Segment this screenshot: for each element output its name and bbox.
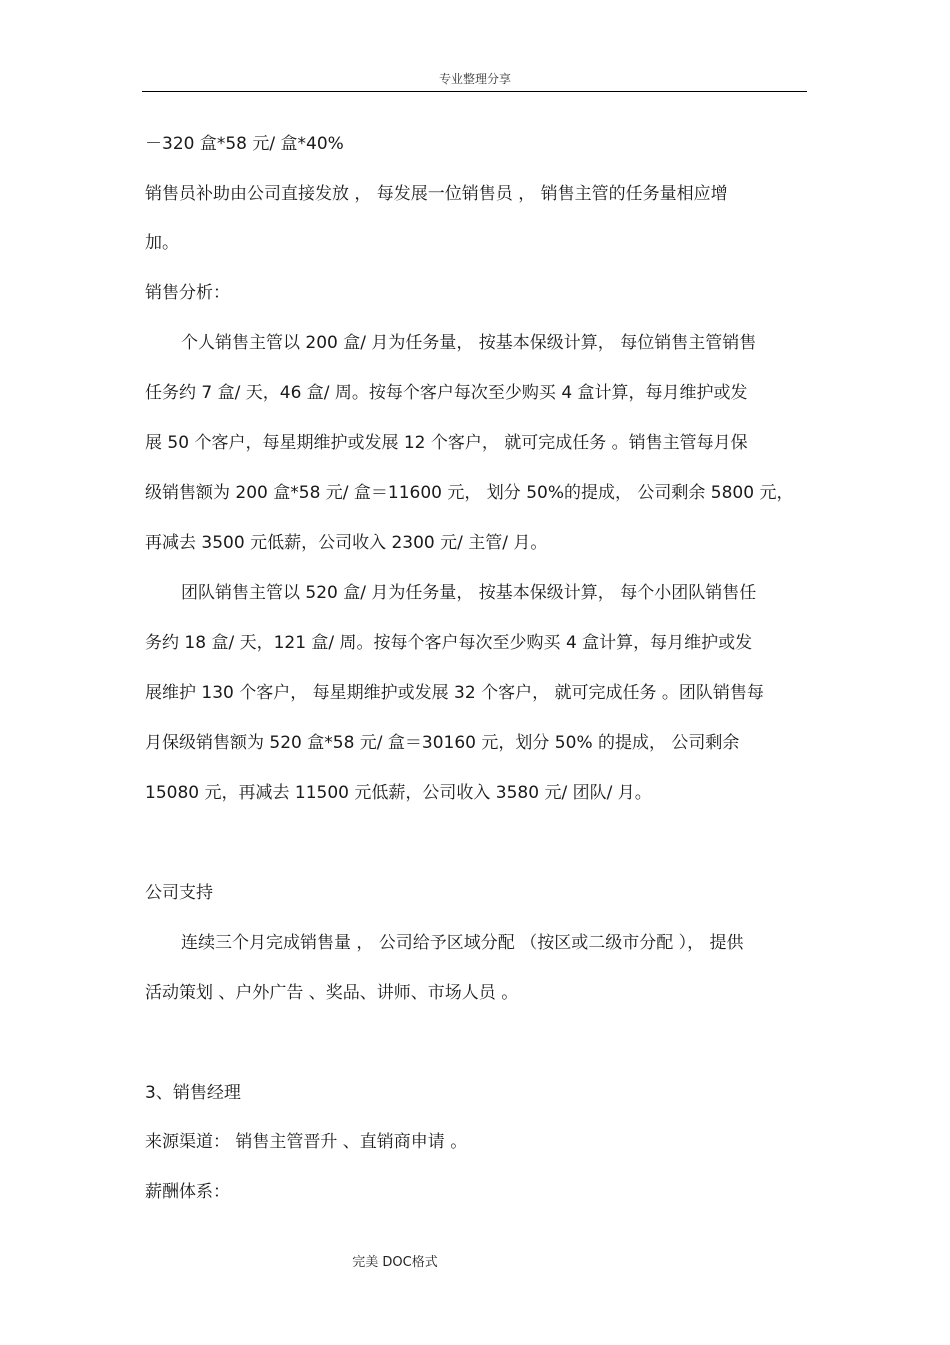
paragraph-line: 月保级销售额为 520 盒*58 元/ 盒＝30160 元，划分 50% 的提成， 公司剩余: [145, 733, 740, 753]
section-heading-sales-manager: 3、销售经理: [145, 1083, 241, 1103]
paragraph-line: 任务约 7 盒/ 天，46 盒/ 周。按每个客户每次至少购买 4 盒计算，每月维护或发: [145, 383, 748, 403]
paragraph-line: 展 50 个客户，每星期维护或发展 12 个客户， 就可完成任务 。销售主管每月保: [145, 433, 748, 453]
paragraph-line: 再减去 3500 元低薪，公司收入 2300 元/ 主管/ 月。: [145, 533, 548, 553]
paragraph-line: 销售员补助由公司直接发放 ， 每发展一位销售员 ， 销售主管的任务量相应增: [145, 184, 728, 204]
page-header: 专业整理分享: [438, 72, 511, 86]
paragraph-line: 展维护 130 个客户， 每星期维护或发展 32 个客户， 就可完成任务 。团队销售每: [145, 683, 764, 703]
paragraph-line: 务约 18 盒/ 天，121 盒/ 周。按每个客户每次至少购买 4 盒计算，每月维护或发: [145, 633, 753, 653]
paragraph-line: 薪酬体系：: [145, 1182, 230, 1202]
section-heading-sales-analysis: 销售分析：: [145, 283, 230, 303]
paragraph-line: 级销售额为 200 盒*58 元/ 盒＝11600 元， 划分 50%的提成， 公司剩余 5800 元，: [145, 483, 794, 503]
paragraph-line: 连续三个月完成销售量 ， 公司给予区域分配 （按区或二级市分配 ）， 提供: [181, 933, 744, 953]
paragraph-line: 个人销售主管以 200 盒/ 月为任务量， 按基本保级计算， 每位销售主管销售: [181, 333, 757, 353]
paragraph-line: 团队销售主管以 520 盒/ 月为任务量， 按基本保级计算， 每个小团队销售任: [181, 583, 757, 603]
section-heading-company-support: 公司支持: [145, 883, 213, 903]
paragraph-line: 来源渠道： 销售主管晋升 、直销商申请 。: [145, 1132, 468, 1152]
formula-line: －320 盒*58 元/ 盒*40%: [145, 134, 344, 154]
header-divider: [142, 91, 807, 92]
page-footer: 完美 DOC格式: [352, 1255, 438, 1270]
paragraph-line: 加。: [145, 233, 179, 253]
paragraph-line: 活动策划 、户外广告 、奖品、讲师、市场人员 。: [145, 983, 519, 1003]
paragraph-line: 15080 元，再减去 11500 元低薪，公司收入 3580 元/ 团队/ 月。: [145, 783, 652, 803]
